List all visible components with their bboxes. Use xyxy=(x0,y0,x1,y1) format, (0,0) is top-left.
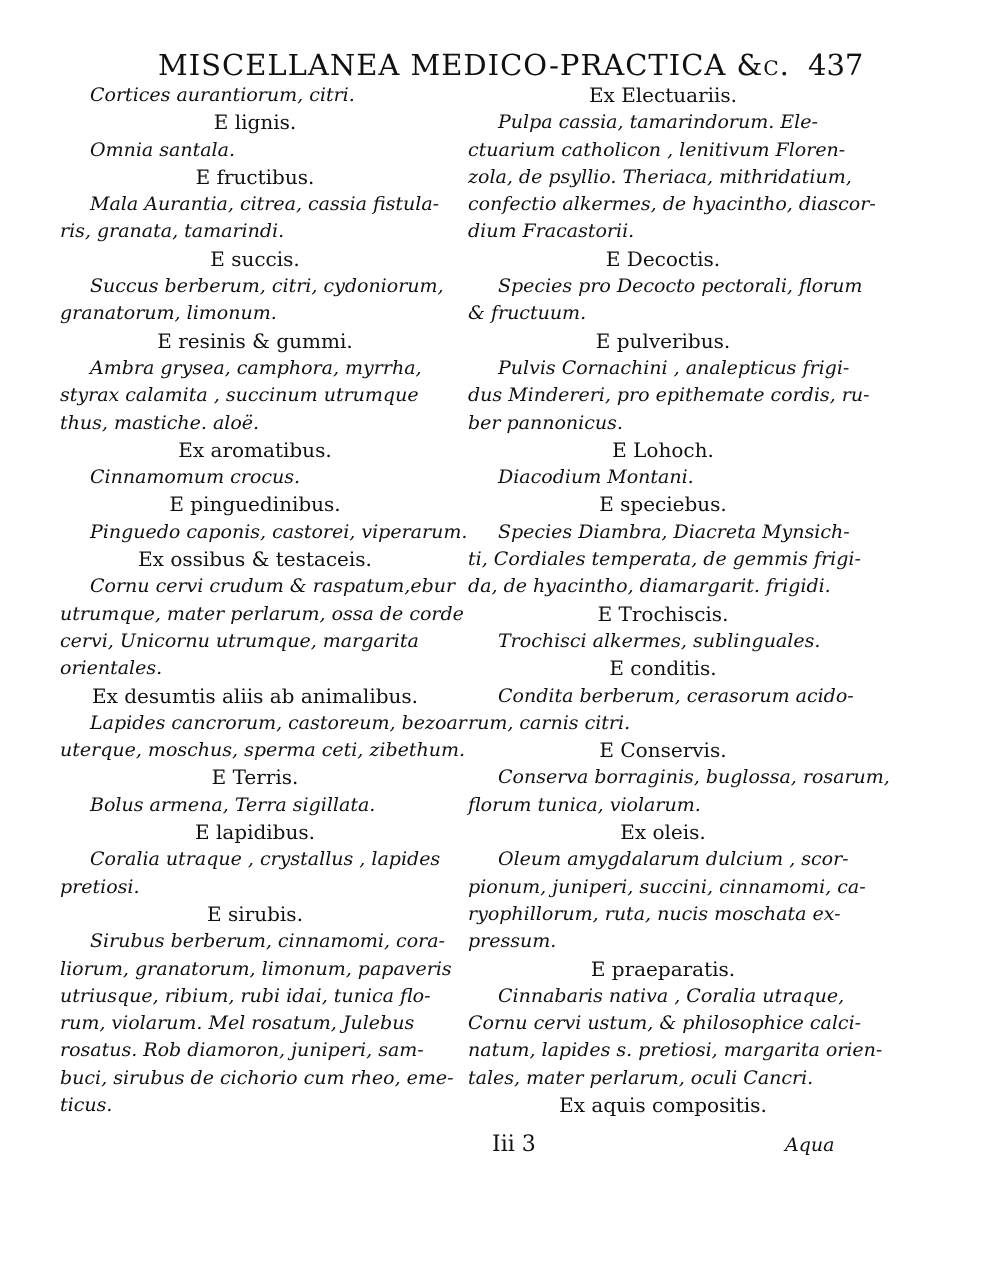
text-line: Diacodium Montani. xyxy=(498,466,694,489)
text-line: dium Fracastorii. xyxy=(468,220,635,243)
page-number: 437 xyxy=(808,48,864,82)
text-line: Cinnabaris nativa , Coralia utraque, xyxy=(498,984,845,1007)
section-heading: E Terris. xyxy=(211,765,299,790)
section-heading: E Trochiscis. xyxy=(597,601,729,626)
text-line: florum tunica, violarum. xyxy=(468,793,701,816)
text-line: Sirubus berberum, cinnamomi, cora- xyxy=(90,930,445,953)
text-line: Succus berberum, citri, cydoniorum, xyxy=(90,275,444,298)
text-line: Ambra grysea, camphora, myrrha, xyxy=(90,356,422,379)
text-line: ticus. xyxy=(60,1093,113,1116)
right-column xyxy=(468,82,890,1119)
text-line: cervi, Unicornu utrumque, margarita xyxy=(60,629,419,652)
text-line: dus Mindereri, pro epithemate cordis, ru- xyxy=(468,384,870,407)
section-heading: E praeparatis. xyxy=(590,956,736,981)
section-heading: Ex aromatibus. xyxy=(178,437,332,462)
text-line: Bolus armena, Terra sigillata. xyxy=(90,793,376,816)
text-line: Cornu cervi ustum, & philosophice calci- xyxy=(468,1012,862,1035)
text-line: Condita berberum, cerasorum acido- xyxy=(498,684,854,707)
section-heading: E lapidibus. xyxy=(195,820,315,845)
section-heading: E speciebus. xyxy=(599,492,727,517)
text-line: orientales. xyxy=(60,657,163,680)
text-line: pressum. xyxy=(468,930,557,953)
section-heading: E Lohoch. xyxy=(612,437,714,462)
text-line: ber pannonicus. xyxy=(468,411,623,434)
section-heading: Ex desumtis aliis ab animalibus. xyxy=(91,683,419,708)
text-line: thus, mastiche. aloë. xyxy=(60,411,260,434)
text-line: tales, mater perlarum, oculi Cancri. xyxy=(468,1066,814,1089)
text-line: ris, granata, tamarindi. xyxy=(60,220,285,243)
text-line: Coralia utraque , crystallus , lapides xyxy=(90,848,441,871)
section-heading: E conditis. xyxy=(609,656,717,681)
section-heading: E sirubis. xyxy=(207,901,303,926)
text-line: confectio alkermes, de hyacintho, diascor- xyxy=(468,193,876,216)
text-line: styrax calamita , succinum utrumque xyxy=(60,384,419,407)
text-line: ryophillorum, ruta, nucis moschata ex- xyxy=(468,902,841,925)
section-heading: Ex ossibus & testaceis. xyxy=(138,547,372,572)
text-line: Pinguedo caponis, castorei, viperarum. xyxy=(90,520,468,543)
section-heading: E resinis & gummi. xyxy=(157,328,353,353)
text-line: pionum, juniperi, succini, cinnamomi, ca- xyxy=(468,875,866,898)
text-line: granatorum, limonum. xyxy=(60,302,277,325)
section-heading: Ex Electuariis. xyxy=(588,83,738,107)
section-heading: E Conservis. xyxy=(599,738,727,763)
text-line: rum, carnis citri. xyxy=(468,711,631,734)
text-line: zola, de psyllio. Theriaca, mithridatium, xyxy=(468,165,852,188)
text-line: Species pro Decocto pectorali, florum xyxy=(498,275,863,298)
text-line: Conserva borraginis, buglossa, rosarum, xyxy=(498,766,890,789)
section-heading: E succis. xyxy=(210,246,300,271)
left-column xyxy=(60,82,468,1119)
text-line: Cinnamomum crocus. xyxy=(90,466,301,489)
text-line: ctuarium catholicon , lenitivum Floren- xyxy=(468,138,846,161)
text-line: Pulvis Cornachini , analepticus frigi- xyxy=(498,356,850,379)
signature-mark: Iii 3 xyxy=(492,1132,536,1157)
text-line: Oleum amygdalarum dulcium , scor- xyxy=(498,848,849,871)
text-line: pretiosi. xyxy=(60,875,140,898)
text-line: Mala Aurantia, citrea, cassia fistula- xyxy=(90,193,440,216)
section-heading: Ex oleis. xyxy=(620,820,706,845)
text-line: Species Diambra, Diacreta Mynsich- xyxy=(498,520,850,543)
section-heading: E Decoctis. xyxy=(605,246,721,271)
text-line: Cornu cervi crudum & raspatum,ebur xyxy=(90,575,456,598)
text-line: ti, Cordiales temperata, de gemmis frigi- xyxy=(468,548,861,571)
section-heading: Ex aquis compositis. xyxy=(559,1092,767,1117)
text-line: liorum, granatorum, limonum, papaveris xyxy=(60,957,452,980)
text-line: uterque, moschus, sperma ceti, zibethum. xyxy=(60,739,466,762)
text-line: Cortices aurantiorum, citri. xyxy=(90,84,355,106)
section-heading: E pulveribus. xyxy=(595,328,731,353)
text-line: utriusque, ribium, rubi idai, tunica flo- xyxy=(60,984,431,1007)
section-heading: E pinguedinibus. xyxy=(169,492,341,517)
text-line: utrumque, mater perlarum, ossa de corde xyxy=(60,602,464,625)
text-line: Omnia santala. xyxy=(90,138,235,161)
section-heading: E lignis. xyxy=(213,110,297,135)
text-line: rosatus. Rob diamoron, juniperi, sam- xyxy=(60,1039,424,1062)
text-line: Lapides cancrorum, castoreum, bezoar xyxy=(90,711,467,734)
text-line: buci, sirubus de cichorio cum rheo, eme- xyxy=(60,1066,454,1089)
text-line: natum, lapides s. pretiosi, margarita orien- xyxy=(468,1039,883,1062)
section-heading: E fructibus. xyxy=(195,164,315,189)
text-line: & fructuum. xyxy=(468,302,587,325)
text-line: Trochisci alkermes, sublinguales. xyxy=(498,629,821,652)
running-header-title: MISCELLANEA MEDICO-PRACTICA &c. xyxy=(158,48,790,82)
text-line: Pulpa cassia, tamarindorum. Ele- xyxy=(498,111,818,134)
catchword: Aqua xyxy=(785,1134,835,1156)
text-line: rum, violarum. Mel rosatum, Julebus xyxy=(60,1012,415,1035)
text-line: da, de hyacintho, diamargarit. frigidi. xyxy=(468,575,831,598)
